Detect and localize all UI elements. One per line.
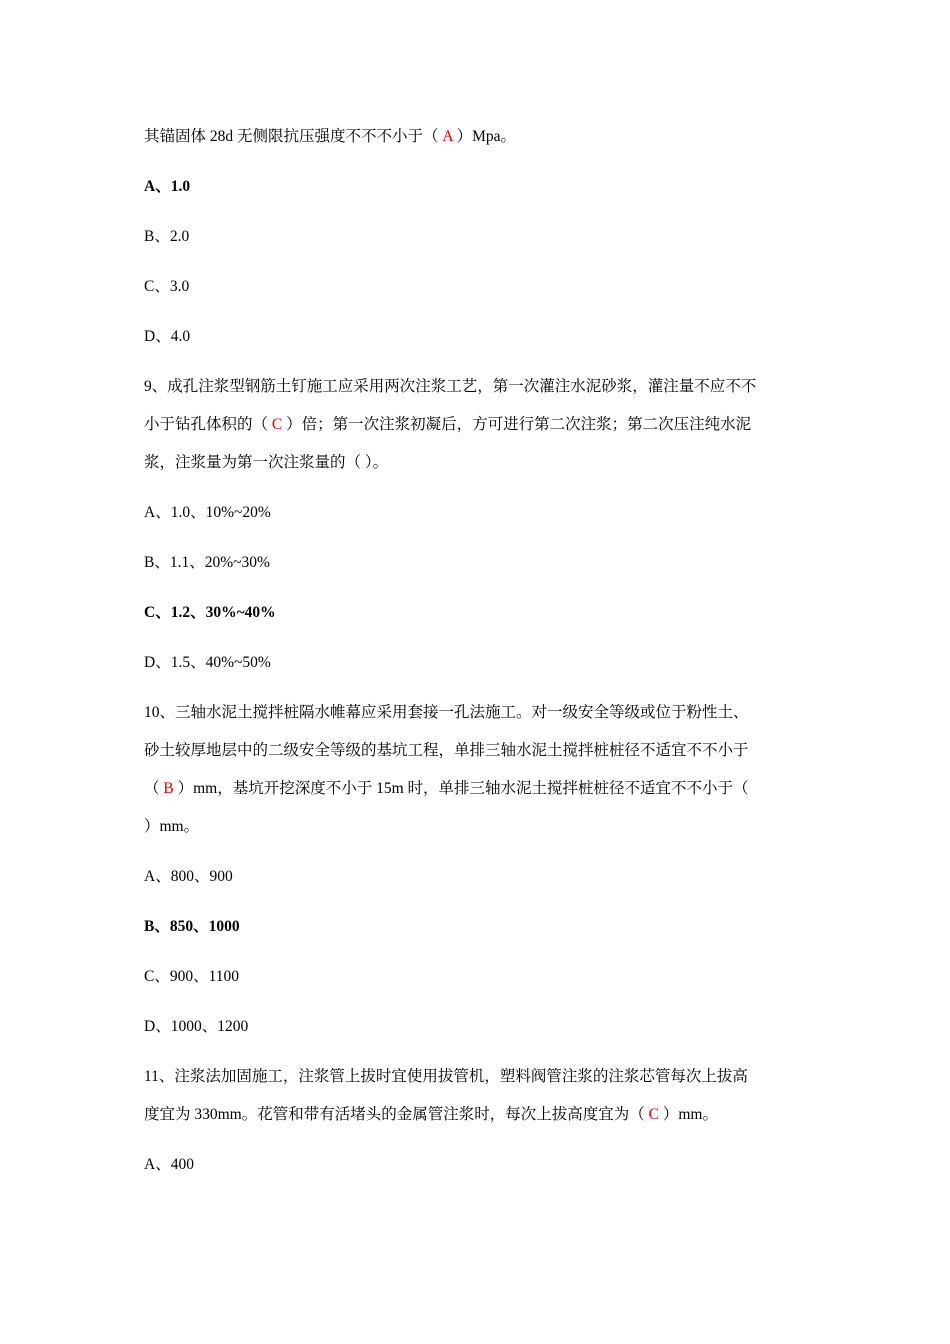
q9-stem: 9、成孔注浆型钢筋土钉施工应采用两次注浆工艺，第一次灌注水泥砂浆，灌注量不应不不 小于钻孔体积的（ C ）倍；第一次注浆初凝后，方可进行第二次注浆；第二次压注纯水泥 浆，注浆量为第一次注浆量的（ ）。 <box>144 378 757 471</box>
q9-option-d: D、1.5、40%~50% <box>144 654 271 671</box>
q9-option-a: A、1.0、10%~20% <box>144 504 271 521</box>
q8-option-c: C、3.0 <box>144 278 190 295</box>
q11-answer: C <box>648 1106 659 1123</box>
q10-option-b: B、850、1000 <box>144 918 240 935</box>
q10-option-c: C、900、1100 <box>144 968 240 985</box>
q8-option-b: B、2.0 <box>144 228 190 245</box>
q10-answer: B <box>163 780 174 797</box>
document-page <box>144 118 810 1184</box>
q11-option-a: A、400 <box>144 1156 194 1173</box>
q8-option-a: A、1.0 <box>144 178 191 195</box>
q10-option-d: D、1000、1200 <box>144 1018 249 1035</box>
q9-answer: C <box>271 416 283 433</box>
q10-stem: 10、三轴水泥土搅拌桩隔水帷幕应采用套接一孔法施工。对一级安全等级或位于粉性土、 砂土较厚地层中的二级安全等级的基坑工程，单排三轴水泥土搅拌桩桩径不适宜不不小于 （ B ）mm，基坑开挖深度不小于 15m 时，单排三轴水泥土搅拌桩桩径不适宜不不小于（ ）mm。 <box>144 704 749 835</box>
q9-option-b: B、1.1、20%~30% <box>144 554 270 571</box>
q9-option-c: C、1.2、30%~40% <box>144 604 276 621</box>
q10-option-a: A、800、900 <box>144 868 233 885</box>
q8-stem: 其锚固体 28d 无侧限抗压强度不不不小于（ A ）Mpa。 <box>144 128 517 145</box>
q8-answer: A <box>442 128 453 145</box>
q8-option-d: D、4.0 <box>144 328 191 345</box>
q11-stem: 11、注浆法加固施工，注浆管上拔时宜使用拔管机，塑料阀管注浆的注浆芯管每次上拔高 度宜为 330mm。花管和带有活堵头的金属管注浆时，每次上拔高度宜为（ C ）mm。 <box>144 1068 748 1123</box>
